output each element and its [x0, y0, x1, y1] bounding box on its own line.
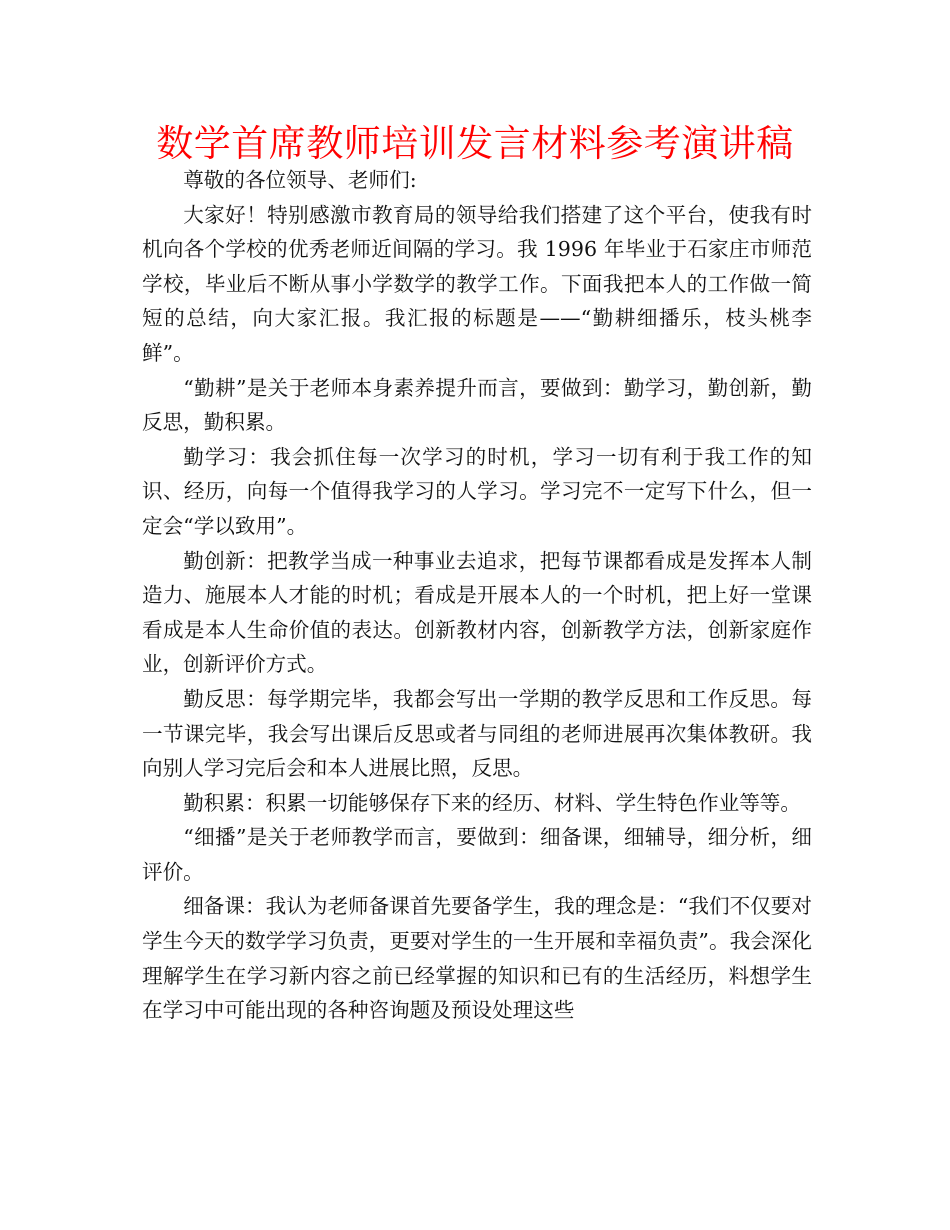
- document-title: 数学首席教师培训发言材料参考演讲稿: [156, 122, 794, 165]
- body-paragraph: 细备课：我认为老师备课首先要备学生，我的理念是：“我们不仅要对学生今天的数学学习负责，更要对学生的一生开展和幸福负责”。我会深化理解学生在学习新内容之前已经掌握的知识和已有的生活经历，料想学生在学习中可能出现的各种咨询题及预设处理这些: [142, 894, 812, 1023]
- body-paragraph: “细播”是关于老师教学而言，要做到：细备课，细辅导，细分析，细评价。: [142, 825, 812, 884]
- body-paragraph: “勤耕”是关于老师本身素养提升而言，要做到：勤学习，勤创新，勤反思，勤积累。: [142, 375, 812, 435]
- salutation-paragraph: 尊敬的各位领导、老师们:: [183, 168, 417, 192]
- body-paragraph: 勤积累：积累一切能够保存下来的经历、材料、学生特色作业等等。: [183, 790, 801, 815]
- body-paragraph: 大家好！特别感激市教育局的领导给我们搭建了这个平台，使我有时机向各个学校的优秀老师近间隔的学习。我 1996 年毕业于石家庄市师范学校，毕业后不断从事小学数学的教学工作。下面我把本人的工作做一简短的总结，向大家汇报。我汇报的标题是——“勤耕细播乐，枝头桃李鲜”。: [142, 202, 812, 365]
- body-paragraph: 勤反思：每学期完毕，我都会写出一学期的教学反思和工作反思。每一节课完毕，我会写出课后反思或者与同组的老师进展再次集体教研。我向别人学习完后会和本人进展比照，反思。: [142, 686, 812, 781]
- document-body: [142, 163, 812, 1028]
- body-paragraph: 勤学习：我会抓住每一次学习的时机，学习一切有利于我工作的知识、经历，向每一个值得我学习的人学习。学习完不一定写下什么，但一定会“学以致用”。: [142, 444, 812, 538]
- body-paragraph: 勤创新：把教学当成一种事业去追求，把每节课都看成是发挥本人制造力、施展本人才能的时机；看成是开展本人的一个时机，把上好一堂课看成是本人生命价值的表达。创新教材内容，创新教学方法，创新家庭作业，创新评价方式。: [142, 548, 812, 677]
